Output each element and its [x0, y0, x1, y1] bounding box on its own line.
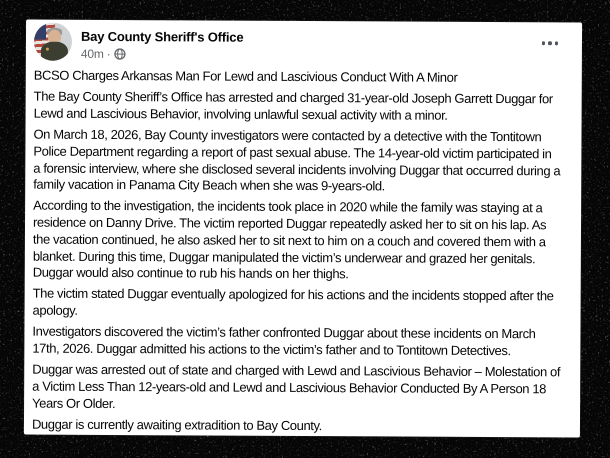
- timestamp[interactable]: 40m: [80, 46, 104, 61]
- post-meta: [81, 47, 126, 61]
- person-uniform: [41, 42, 68, 61]
- uniform-badge: [46, 48, 49, 51]
- post-paragraph: On March 18, 2026, Bay County investigators were contacted by a detective with the Tontitown Police Department regarding a report of past sexual abuse. The 14-year-old victim participated in a forensic interview, where she disclosed several incidents involving Duggar that occurred during a family vacation in Panama City Beach when she was 9-years-old.: [33, 126, 561, 194]
- ellipsis-menu-icon[interactable]: [539, 39, 560, 47]
- globe-public-icon: [113, 48, 125, 60]
- post-content: [24, 20, 582, 436]
- post-paragraph: The Bay County Sheriff’s Office has arrested and charged 31-year-old Joseph Garrett Duggar for Lewd and Lascivious Behavior, involving unlawful sexual activity with a minor.: [33, 88, 553, 123]
- profile-avatar[interactable]: [34, 23, 72, 61]
- meta-separator: ·: [106, 46, 111, 61]
- post-body: [32, 68, 574, 436]
- facebook-post-card: [24, 20, 582, 438]
- post-paragraph: Duggar was arrested out of state and charged with Lewd and Lascivious Behavior – Molestation of a Victim Less Than 12-years-old and Lewd and Lascivious Behavior Conducted By A Person 18 Years Or Older.: [32, 361, 561, 411]
- post-paragraph: Duggar is currently awaiting extradition to Bay County.: [31, 416, 322, 433]
- post-header: [34, 22, 574, 71]
- author-name[interactable]: Bay County Sheriff's Office: [80, 28, 244, 45]
- post-paragraph: Investigators discovered the victim’s father confronted Duggar about these incidents on March 17th, 2026. Duggar admitted his actions to the victim’s father and to Tontitown Detectives.: [32, 323, 536, 359]
- post-paragraph: The victim stated Duggar eventually apologized for his actions and the incidents stopped after the apology.: [32, 286, 554, 318]
- flag-canton: [34, 23, 46, 40]
- post-paragraph: According to the investigation, the incidents took place in 2020 while the family was staying at a residence on Danny Drive. The victim reported Duggar repeatedly asked her to sit on his lap. As the vacation continued, he also asked her to sit next to him on a couch and covered them with a blanket. During this time, Duggar manipulated the victim’s underwear and grazed her genitals. Duggar would also continue to rub his hands on her thighs.: [32, 198, 547, 282]
- post-paragraph-title: BCSO Charges Arkansas Man For Lewd and Lascivious Conduct With A Minor: [33, 67, 458, 85]
